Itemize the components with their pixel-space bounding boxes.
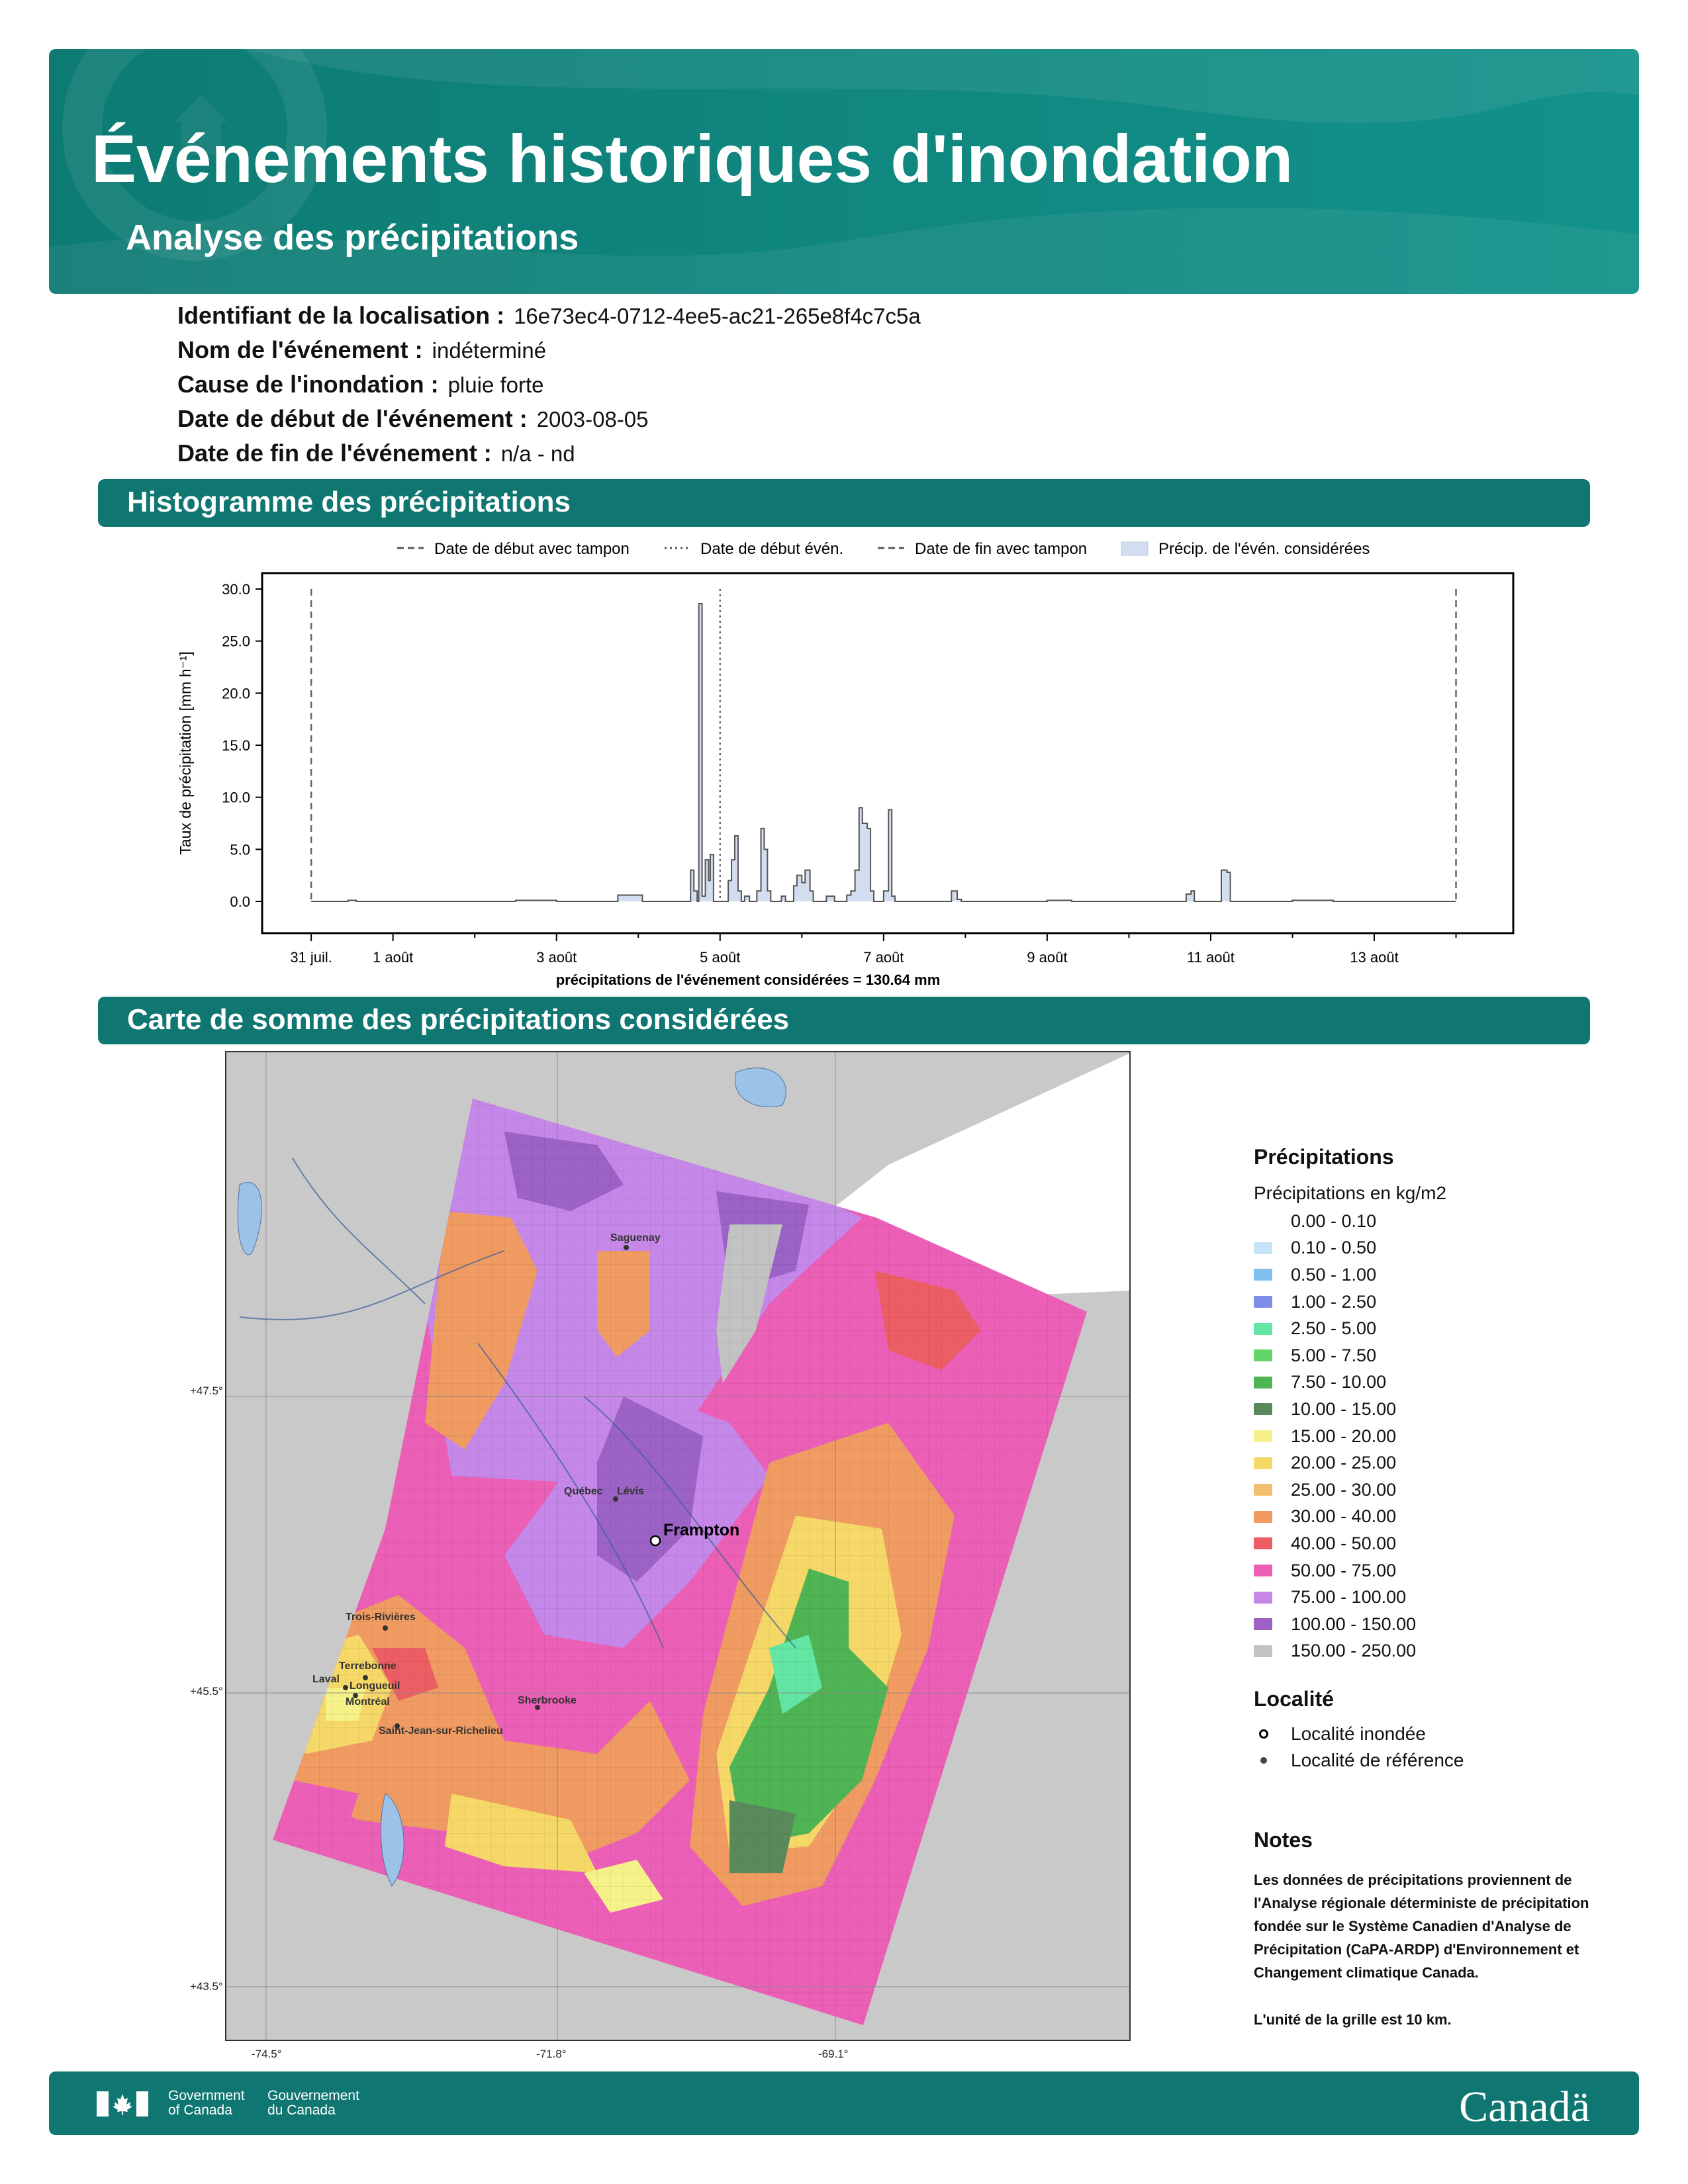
x-tick-label: 11 août <box>1187 949 1235 966</box>
legend-class-label: 20.00 - 25.00 <box>1291 1453 1397 1473</box>
legend-swatch <box>1254 1269 1272 1281</box>
locality-reference: Terrebonne <box>339 1661 397 1672</box>
legend-swatch <box>1254 1242 1272 1254</box>
locality-reference: Laval <box>312 1674 340 1685</box>
legend-swatch <box>1254 1323 1272 1335</box>
canada-flag-icon <box>97 2091 148 2116</box>
canada-wordmark: Canadä <box>1459 2083 1590 2131</box>
legend-swatch <box>1254 1377 1272 1388</box>
legend-flooded-label: Localité inondée <box>1291 1723 1426 1745</box>
legend-reference-label: Localité de référence <box>1291 1750 1464 1771</box>
legend-class-row <box>1254 1611 1624 1638</box>
info-label: Cause de l'inondation : <box>177 371 439 398</box>
y-tick-label: 30.0 <box>222 581 250 598</box>
info-value: n/a - nd <box>500 441 575 466</box>
y-axis-label: Taux de précipitation [mm h⁻¹] <box>177 651 194 855</box>
legend-class-row <box>1254 1342 1624 1369</box>
legend-swatch <box>1254 1565 1272 1576</box>
locality-reference: Saguenay <box>610 1232 661 1244</box>
section-histogram <box>98 479 1590 527</box>
gov-en: Government of Canada <box>168 2088 245 2118</box>
info-row <box>177 405 921 439</box>
info-label: Nom de l'événement : <box>177 336 423 363</box>
legend-class-label: 100.00 - 150.00 <box>1291 1614 1417 1634</box>
legend-swatch <box>1254 1484 1272 1496</box>
legend-swatch <box>1254 1592 1272 1604</box>
legend-class-label: 40.00 - 50.00 <box>1291 1533 1397 1553</box>
legend-class-label: 150.00 - 250.00 <box>1291 1641 1417 1661</box>
legend-swatch <box>1254 1349 1272 1361</box>
y-tick-label: 25.0 <box>222 633 250 650</box>
legend-class-row <box>1254 1396 1624 1423</box>
legend-label: Date de début évén. <box>700 540 844 558</box>
info-value: pluie forte <box>447 373 544 397</box>
legend-class-row <box>1254 1423 1624 1450</box>
reference-marker-icon <box>1260 1757 1267 1764</box>
legend-class-label: 0.00 - 0.10 <box>1291 1210 1377 1231</box>
x-tick-label: 3 août <box>536 949 577 966</box>
precip-area <box>311 604 1456 901</box>
legend-class-label: 75.00 - 100.00 <box>1291 1587 1407 1608</box>
notes-title: Notes <box>1254 1828 1313 1852</box>
legend-class-label: 50.00 - 75.00 <box>1291 1560 1397 1580</box>
info-row <box>177 371 921 405</box>
legend-class-row <box>1254 1208 1624 1235</box>
legend-swatch <box>1254 1430 1272 1442</box>
y-tick-label: 20.0 <box>222 685 250 702</box>
info-row <box>177 336 921 371</box>
info-label: Date de début de l'événement : <box>177 405 528 432</box>
plot-frame <box>262 573 1513 933</box>
locality-reference: Québec <box>564 1486 603 1497</box>
legend-class-label: 1.00 - 2.50 <box>1291 1291 1377 1312</box>
precipitation-map <box>225 1051 1131 2041</box>
legend-class-label: 0.50 - 1.00 <box>1291 1264 1377 1285</box>
legend-class-row <box>1254 1477 1624 1504</box>
legend-class-row <box>1254 1557 1624 1584</box>
legend-class-row <box>1254 1449 1624 1477</box>
legend-swatch <box>1254 1215 1272 1227</box>
x-tick-label: 31 juil. <box>290 949 332 966</box>
flooded-marker-icon <box>1259 1729 1268 1739</box>
locality-reference: Trois-Rivières <box>346 1612 416 1623</box>
event-info <box>177 302 921 474</box>
legend-class-row <box>1254 1369 1624 1396</box>
page-title: Événements historiques d'inondation <box>91 121 1293 197</box>
x-tick-label: 5 août <box>700 949 741 966</box>
legend-locality-title: Localité <box>1254 1687 1334 1711</box>
x-tick-label: 1 août <box>373 949 414 966</box>
legend-class-row <box>1254 1584 1624 1611</box>
legend-class-label: 30.00 - 40.00 <box>1291 1506 1397 1527</box>
legend-class-row <box>1254 1638 1624 1665</box>
legend-class-label: 10.00 - 15.00 <box>1291 1398 1397 1419</box>
y-tick-label: 0.0 <box>230 893 250 910</box>
legend-class-label: 0.10 - 0.50 <box>1291 1238 1377 1258</box>
precip-line <box>311 604 1456 901</box>
locality-reference: Longueuil <box>350 1680 400 1692</box>
legend-subtitle: Précipitations en kg/m2 <box>1254 1183 1447 1203</box>
lon-label: -71.8° <box>536 2048 567 2060</box>
y-tick-label: 10.0 <box>222 789 250 806</box>
legend-class-row <box>1254 1289 1624 1316</box>
notes-text: Les données de précipitations proviennent de l'Analyse régionale déterministe de précipitation fondée sur le Système Canadien d'Analyse de Précipitation (CaPA-ARDP) d'Environnement et Changement climatique Canada. <box>1254 1872 1589 1981</box>
page-header <box>49 49 1639 294</box>
legend-flooded <box>1254 1721 1624 1747</box>
locality-reference: Sherbrooke <box>518 1695 577 1706</box>
section-map <box>98 997 1590 1044</box>
histogram-svg <box>0 529 1688 993</box>
chart-legend <box>397 540 1370 558</box>
lat-label: +47.5° <box>190 1385 223 1397</box>
locality-reference: Montréal <box>346 1696 390 1707</box>
legend-title: Précipitations <box>1254 1145 1394 1169</box>
legend-reference <box>1254 1747 1624 1774</box>
info-value: indéterminé <box>432 338 547 363</box>
x-tick-label: 7 août <box>863 949 904 966</box>
legend-class-label: 5.00 - 7.50 <box>1291 1345 1377 1365</box>
legend-class-row <box>1254 1504 1624 1531</box>
locality-reference: Saint-Jean-sur-Richelieu <box>379 1725 503 1737</box>
x-tick-label: 9 août <box>1027 949 1068 966</box>
info-row <box>177 439 921 474</box>
section-title: Histogramme des précipitations <box>127 486 571 518</box>
gov-fr: Gouvernement du Canada <box>267 2088 359 2118</box>
y-tick-label: 5.0 <box>230 841 250 858</box>
legend-class-label: 7.50 - 10.00 <box>1291 1372 1387 1392</box>
legend-classes <box>1254 1208 1624 1664</box>
legend-swatch <box>1254 1511 1272 1523</box>
lat-label: +45.5° <box>190 1685 223 1698</box>
legend-class-row <box>1254 1261 1624 1289</box>
legend-label: Date de début avec tampon <box>434 540 630 558</box>
legend-swatch <box>1254 1537 1272 1549</box>
map-svg <box>226 1052 1131 2041</box>
legend-swatch <box>1254 1403 1272 1415</box>
x-tick-label: 13 août <box>1350 949 1399 966</box>
legend-class-row <box>1254 1315 1624 1342</box>
legend-label: Précip. de l'évén. considérées <box>1158 540 1370 558</box>
info-value: 16e73ec4-0712-4ee5-ac21-265e8f4c7c5a <box>514 304 921 328</box>
y-tick-label: 15.0 <box>222 737 250 754</box>
legend-class-label: 15.00 - 20.00 <box>1291 1426 1397 1446</box>
lon-label: -69.1° <box>818 2048 849 2060</box>
legend-class-row <box>1254 1235 1624 1262</box>
page-footer <box>49 2071 1639 2135</box>
histogram-chart <box>0 529 1688 993</box>
x-axis-label: précipitations de l'événement considérées = 130.64 mm <box>555 972 941 988</box>
map-legend <box>1254 1145 1624 2031</box>
notes-grid-unit: L'unité de la grille est 10 km. <box>1254 2011 1452 2028</box>
section-title: Carte de somme des précipitations considérées <box>127 1003 790 1036</box>
legend-swatch <box>1254 1618 1272 1630</box>
legend-swatch <box>1254 1457 1272 1469</box>
legend-class-label: 2.50 - 5.00 <box>1291 1318 1377 1339</box>
legend-swatch <box>1254 1296 1272 1308</box>
info-label: Date de fin de l'événement : <box>177 439 492 467</box>
legend-label: Date de fin avec tampon <box>915 540 1088 558</box>
lon-label: -74.5° <box>252 2048 282 2060</box>
lat-label: +43.5° <box>190 1980 223 1993</box>
legend-swatch <box>1254 1645 1272 1657</box>
legend-class-label: 25.00 - 30.00 <box>1291 1479 1397 1500</box>
info-label: Identifiant de la localisation : <box>177 302 505 329</box>
legend-class-row <box>1254 1530 1624 1557</box>
info-value: 2003-08-05 <box>536 407 649 432</box>
locality-flooded: Frampton <box>663 1521 740 1539</box>
page-subtitle: Analyse des précipitations <box>126 218 579 257</box>
locality-reference: Lévis <box>617 1486 644 1497</box>
info-row <box>177 302 921 336</box>
